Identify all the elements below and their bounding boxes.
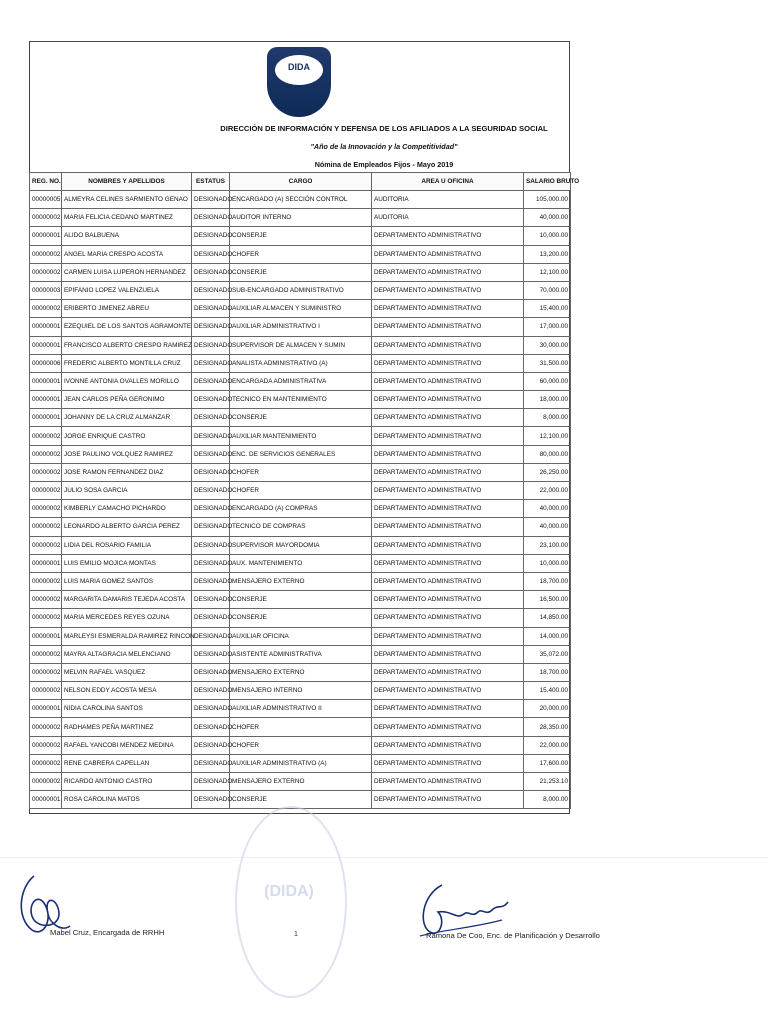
area-cell: DEPARTAMENTO ADMINISTRATIVO [372,591,524,609]
reg-no-cell: 00000002 [30,209,62,227]
name-cell: JORGE ENRIQUE CASTRO [62,427,192,445]
salary-cell: 30,000.00 [524,336,571,354]
reg-no-cell: 00000003 [30,281,62,299]
table-row [30,627,571,645]
table-row [30,645,571,663]
table-row [30,245,571,263]
divider [0,857,768,858]
column-header-salary: SALARIO BRUTO [524,173,571,191]
status-cell: DESIGNADO [192,572,230,590]
cargo-cell: ANALISTA ADMINISTRATIVO (A) [230,354,372,372]
salary-cell: 8,000.00 [524,791,571,809]
reg-no-cell: 00000002 [30,518,62,536]
salary-cell: 35,072.00 [524,645,571,663]
reg-no-cell: 00000002 [30,736,62,754]
salary-cell: 16,500.00 [524,591,571,609]
table-row [30,518,571,536]
table-row [30,591,571,609]
cargo-cell: AUXILIAR OFICINA [230,627,372,645]
name-cell: EZEQUIEL DE LOS SANTOS AGRAMONTE [62,318,192,336]
cargo-cell: ENCARGADA ADMINISTRATIVA [230,372,372,390]
status-cell: DESIGNADO [192,336,230,354]
status-cell: DESIGNADO [192,372,230,390]
status-cell: DESIGNADO [192,609,230,627]
salary-cell: 15,400.00 [524,682,571,700]
area-cell: DEPARTAMENTO ADMINISTRATIVO [372,554,524,572]
page-number: 1 [294,931,298,938]
reg-no-cell: 00000002 [30,427,62,445]
status-cell: DESIGNADO [192,645,230,663]
salary-cell: 18,700.00 [524,663,571,681]
cargo-cell: ENCARGADO (A) COMPRAS [230,500,372,518]
salary-cell: 14,850.00 [524,609,571,627]
reg-no-cell: 00000002 [30,682,62,700]
reg-no-cell: 00000001 [30,554,62,572]
cargo-cell: AUXILIAR ADMINISTRATIVO I [230,318,372,336]
table-row [30,718,571,736]
status-cell: DESIGNADO [192,227,230,245]
area-cell: AUDITORIA [372,209,524,227]
salary-cell: 60,000.00 [524,372,571,390]
status-cell: DESIGNADO [192,554,230,572]
area-cell: DEPARTAMENTO ADMINISTRATIVO [372,281,524,299]
status-cell: DESIGNADO [192,354,230,372]
name-cell: NIDIA CAROLINA SANTOS [62,700,192,718]
year-motto: "Año de la Innovación y la Competitividad" [310,142,458,151]
table-row [30,536,571,554]
salary-cell: 10,000.00 [524,227,571,245]
status-cell: DESIGNADO [192,627,230,645]
name-cell: ROSA CAROLINA MATOS [62,791,192,809]
name-cell: JOHANNY DE LA CRUZ ALMANZAR [62,409,192,427]
area-cell: DEPARTAMENTO ADMINISTRATIVO [372,427,524,445]
salary-cell: 15,400.00 [524,300,571,318]
cargo-cell: ENCARGADO (A) SECCIÓN CONTROL [230,191,372,209]
reg-no-cell: 00000002 [30,754,62,772]
signatory-right-caption: Ramona De Coo, Enc. de Planificación y Desarrollo [426,931,600,940]
cargo-cell: AUXILIAR MANTENIMIENTO [230,427,372,445]
name-cell: EPIFANIO LOPEZ VALENZUELA [62,281,192,299]
area-cell: DEPARTAMENTO ADMINISTRATIVO [372,263,524,281]
area-cell: DEPARTAMENTO ADMINISTRATIVO [372,518,524,536]
table-row [30,300,571,318]
table-row [30,318,571,336]
column-header-status: ESTATUS [192,173,230,191]
reg-no-cell: 00000006 [30,354,62,372]
area-cell: DEPARTAMENTO ADMINISTRATIVO [372,700,524,718]
salary-cell: 20,000.00 [524,700,571,718]
area-cell: DEPARTAMENTO ADMINISTRATIVO [372,736,524,754]
name-cell: ALMEYRA CELINES SARMIENTO GENAO [62,191,192,209]
document-title: Nómina de Empleados Fijos - Mayo 2019 [314,160,454,169]
status-cell: DESIGNADO [192,736,230,754]
reg-no-cell: 00000001 [30,409,62,427]
status-cell: DESIGNADO [192,536,230,554]
column-header-cargo: CARGO [230,173,372,191]
salary-cell: 23,100.00 [524,536,571,554]
table-row [30,482,571,500]
reg-no-cell: 00000001 [30,227,62,245]
table-row [30,263,571,281]
reg-no-cell: 00000001 [30,318,62,336]
status-cell: DESIGNADO [192,482,230,500]
cargo-cell: MENSAJERO INTERNO [230,682,372,700]
salary-cell: 40,000.00 [524,209,571,227]
salary-cell: 21,253.10 [524,773,571,791]
status-cell: DESIGNADO [192,409,230,427]
name-cell: ANGEL MARIA CRESPO ACOSTA [62,245,192,263]
status-cell: DESIGNADO [192,500,230,518]
salary-cell: 105,000.00 [524,191,571,209]
logo-text: DIDA [288,62,310,72]
area-cell: DEPARTAMENTO ADMINISTRATIVO [372,463,524,481]
name-cell: JOSE PAULINO VOLQUEZ RAMIREZ [62,445,192,463]
cargo-cell: ENC. DE SERVICIOS GENERALES [230,445,372,463]
area-cell: DEPARTAMENTO ADMINISTRATIVO [372,445,524,463]
reg-no-cell: 00000001 [30,627,62,645]
cargo-cell: AUXILIAR ADMINISTRATIVO (A) [230,754,372,772]
reg-no-cell: 00000002 [30,482,62,500]
reg-no-cell: 00000002 [30,572,62,590]
area-cell: DEPARTAMENTO ADMINISTRATIVO [372,409,524,427]
name-cell: RICARDO ANTONIO CASTRO [62,773,192,791]
name-cell: MARLEYSI ESMERALDA RAMIREZ RINCON [62,627,192,645]
salary-cell: 22,000.00 [524,482,571,500]
salary-cell: 70,000.00 [524,281,571,299]
table-row [30,773,571,791]
table-row [30,463,571,481]
status-cell: DESIGNADO [192,300,230,318]
cargo-cell: AUXILIAR ALMACEN Y SUMINISTRO [230,300,372,318]
salary-cell: 26,250.00 [524,463,571,481]
name-cell: IVONNE ANTONIA OVALLES MORILLO [62,372,192,390]
name-cell: LUIS MARIA GOMEZ SANTOS [62,572,192,590]
name-cell: MELVIN RAFAEL VASQUEZ [62,663,192,681]
cargo-cell: CONSERJE [230,409,372,427]
area-cell: DEPARTAMENTO ADMINISTRATIVO [372,354,524,372]
cargo-cell: ASISTENTE ADMINISTRATIVA [230,645,372,663]
name-cell: KIMBERLY CAMACHO PICHARDO [62,500,192,518]
name-cell: ALIDO BALBUENA [62,227,192,245]
cargo-cell: TECNICO EN MANTENIMIENTO [230,391,372,409]
cargo-cell: CONSERJE [230,263,372,281]
area-cell: DEPARTAMENTO ADMINISTRATIVO [372,791,524,809]
reg-no-cell: 00000002 [30,536,62,554]
area-cell: DEPARTAMENTO ADMINISTRATIVO [372,645,524,663]
cargo-cell: AUXILIAR ADMINISTRATIVO II [230,700,372,718]
reg-no-cell: 00000002 [30,609,62,627]
stamp-text: (DIDA) [264,883,314,900]
name-cell: MARIA FELICIA CEDANO MARTINEZ [62,209,192,227]
area-cell: DEPARTAMENTO ADMINISTRATIVO [372,372,524,390]
cargo-cell: SUB-ENCARGADO ADMINISTRATIVO [230,281,372,299]
table-row [30,609,571,627]
reg-no-cell: 00000002 [30,773,62,791]
status-cell: DESIGNADO [192,209,230,227]
table-row [30,354,571,372]
cargo-cell: CONSERJE [230,609,372,627]
area-cell: DEPARTAMENTO ADMINISTRATIVO [372,227,524,245]
area-cell: DEPARTAMENTO ADMINISTRATIVO [372,682,524,700]
name-cell: RADHAMES PEÑA MARTINEZ [62,718,192,736]
name-cell: MARGARITA DAMARIS TEJEDA ACOSTA [62,591,192,609]
area-cell: DEPARTAMENTO ADMINISTRATIVO [372,536,524,554]
table-row [30,754,571,772]
table-row [30,663,571,681]
area-cell: AUDITORIA [372,191,524,209]
status-cell: DESIGNADO [192,318,230,336]
area-cell: DEPARTAMENTO ADMINISTRATIVO [372,609,524,627]
area-cell: DEPARTAMENTO ADMINISTRATIVO [372,754,524,772]
cargo-cell: CHOFER [230,463,372,481]
reg-no-cell: 00000002 [30,463,62,481]
table-row [30,191,571,209]
cargo-cell: CHOFER [230,718,372,736]
salary-cell: 18,000.00 [524,391,571,409]
name-cell: ERIBERTO JIMENEZ ABREU [62,300,192,318]
area-cell: DEPARTAMENTO ADMINISTRATIVO [372,718,524,736]
signatory-left-caption: Mabel Cruz, Encargada de RRHH [50,928,165,937]
reg-no-cell: 00000002 [30,263,62,281]
name-cell: JULIO SOSA GARCIA [62,482,192,500]
area-cell: DEPARTAMENTO ADMINISTRATIVO [372,663,524,681]
table-row [30,572,571,590]
salary-cell: 31,500.00 [524,354,571,372]
salary-cell: 18,700.00 [524,572,571,590]
reg-no-cell: 00000002 [30,445,62,463]
name-cell: FREDERIC ALBERTO MONTILLA CRUZ [62,354,192,372]
reg-no-cell: 00000002 [30,500,62,518]
salary-cell: 40,000.00 [524,518,571,536]
table-row [30,409,571,427]
column-header-name: NOMBRES Y APELLIDOS [62,173,192,191]
status-cell: DESIGNADO [192,463,230,481]
cargo-cell: AUX. MANTENIMIENTO [230,554,372,572]
column-header-reg: REG. NO. [30,173,62,191]
status-cell: DESIGNADO [192,791,230,809]
reg-no-cell: 00000001 [30,336,62,354]
name-cell: LEONARDO ALBERTO GARCIA PEREZ [62,518,192,536]
area-cell: DEPARTAMENTO ADMINISTRATIVO [372,572,524,590]
name-cell: RAFAEL YANCOBI MENDEZ MEDINA [62,736,192,754]
table-row [30,736,571,754]
status-cell: DESIGNADO [192,427,230,445]
status-cell: DESIGNADO [192,263,230,281]
salary-cell: 12,100.00 [524,263,571,281]
area-cell: DEPARTAMENTO ADMINISTRATIVO [372,245,524,263]
table-row [30,445,571,463]
status-cell: DESIGNADO [192,518,230,536]
status-cell: DESIGNADO [192,754,230,772]
area-cell: DEPARTAMENTO ADMINISTRATIVO [372,318,524,336]
cargo-cell: TECNICO DE COMPRAS [230,518,372,536]
name-cell: FRANCISCO ALBERTO CRESPO RAMIREZ [62,336,192,354]
reg-no-cell: 00000005 [30,191,62,209]
name-cell: LIDIA DEL ROSARIO FAMILIA [62,536,192,554]
cargo-cell: CONSERJE [230,791,372,809]
cargo-cell: MENSAJERO EXTERNO [230,773,372,791]
table-row [30,427,571,445]
column-header-area: AREA U OFICINA [372,173,524,191]
cargo-cell: AUDITOR INTERNO [230,209,372,227]
cargo-cell: CONSERJE [230,591,372,609]
reg-no-cell: 00000002 [30,663,62,681]
status-cell: DESIGNADO [192,391,230,409]
table-row [30,500,571,518]
name-cell: LUIS EMILIO MOJICA MONTAS [62,554,192,572]
area-cell: DEPARTAMENTO ADMINISTRATIVO [372,391,524,409]
cargo-cell: SUPERVISOR MAYORDOMIA [230,536,372,554]
table-row [30,554,571,572]
name-cell: MAYRA ALTAGRACIA MELENCIANO [62,645,192,663]
table-row [30,391,571,409]
table-row [30,336,571,354]
table-row [30,791,571,809]
status-cell: DESIGNADO [192,663,230,681]
salary-cell: 14,000.00 [524,627,571,645]
cargo-cell: CHOFER [230,245,372,263]
reg-no-cell: 00000001 [30,391,62,409]
salary-cell: 10,000.00 [524,554,571,572]
reg-no-cell: 00000001 [30,791,62,809]
table-row [30,209,571,227]
status-cell: DESIGNADO [192,700,230,718]
reg-no-cell: 00000001 [30,700,62,718]
reg-no-cell: 00000001 [30,372,62,390]
status-cell: DESIGNADO [192,718,230,736]
reg-no-cell: 00000002 [30,300,62,318]
area-cell: DEPARTAMENTO ADMINISTRATIVO [372,300,524,318]
cargo-cell: SUPERVISOR DE ALMACEN Y SUMIN [230,336,372,354]
salary-cell: 17,000.00 [524,318,571,336]
name-cell: CARMEN LUISA LUPERON HERNANDEZ [62,263,192,281]
cargo-cell: CHOFER [230,482,372,500]
institution-title: DIRECCIÓN DE INFORMACIÓN Y DEFENSA DE LOS AFILIADOS A LA SEGURIDAD SOCIAL [220,124,548,133]
salary-cell: 22,000.00 [524,736,571,754]
area-cell: DEPARTAMENTO ADMINISTRATIVO [372,627,524,645]
cargo-cell: CHOFER [230,736,372,754]
status-cell: DESIGNADO [192,245,230,263]
cargo-cell: CONSERJE [230,227,372,245]
official-stamp [235,806,347,998]
status-cell: DESIGNADO [192,591,230,609]
status-cell: DESIGNADO [192,773,230,791]
reg-no-cell: 00000002 [30,645,62,663]
reg-no-cell: 00000002 [30,245,62,263]
salary-cell: 80,000.00 [524,445,571,463]
area-cell: DEPARTAMENTO ADMINISTRATIVO [372,482,524,500]
payroll-table [29,172,580,809]
cargo-cell: MENSAJERO EXTERNO [230,572,372,590]
name-cell: RENE CABRERA CAPELLAN [62,754,192,772]
table-row [30,682,571,700]
status-cell: DESIGNADO [192,445,230,463]
reg-no-cell: 00000002 [30,718,62,736]
salary-cell: 40,000.00 [524,500,571,518]
area-cell: DEPARTAMENTO ADMINISTRATIVO [372,500,524,518]
table-row [30,372,571,390]
status-cell: DESIGNADO [192,191,230,209]
salary-cell: 12,100.00 [524,427,571,445]
name-cell: NELSON EDDY ACOSTA MESA [62,682,192,700]
table-header-row [30,173,571,191]
table-body [30,191,571,809]
table-row [30,227,571,245]
name-cell: JOSE RAMON FERNANDEZ DIAZ [62,463,192,481]
table-row [30,281,571,299]
area-cell: DEPARTAMENTO ADMINISTRATIVO [372,336,524,354]
name-cell: JEAN CARLOS PEÑA GERONIMO [62,391,192,409]
table-row [30,700,571,718]
name-cell: MARIA MERCEDES REYES OZUNA [62,609,192,627]
salary-cell: 17,600.00 [524,754,571,772]
salary-cell: 28,350.00 [524,718,571,736]
status-cell: DESIGNADO [192,682,230,700]
salary-cell: 13,200.00 [524,245,571,263]
salary-cell: 8,000.00 [524,409,571,427]
cargo-cell: MENSAJERO EXTERNO [230,663,372,681]
reg-no-cell: 00000002 [30,591,62,609]
status-cell: DESIGNADO [192,281,230,299]
area-cell: DEPARTAMENTO ADMINISTRATIVO [372,773,524,791]
dida-logo [267,47,331,117]
